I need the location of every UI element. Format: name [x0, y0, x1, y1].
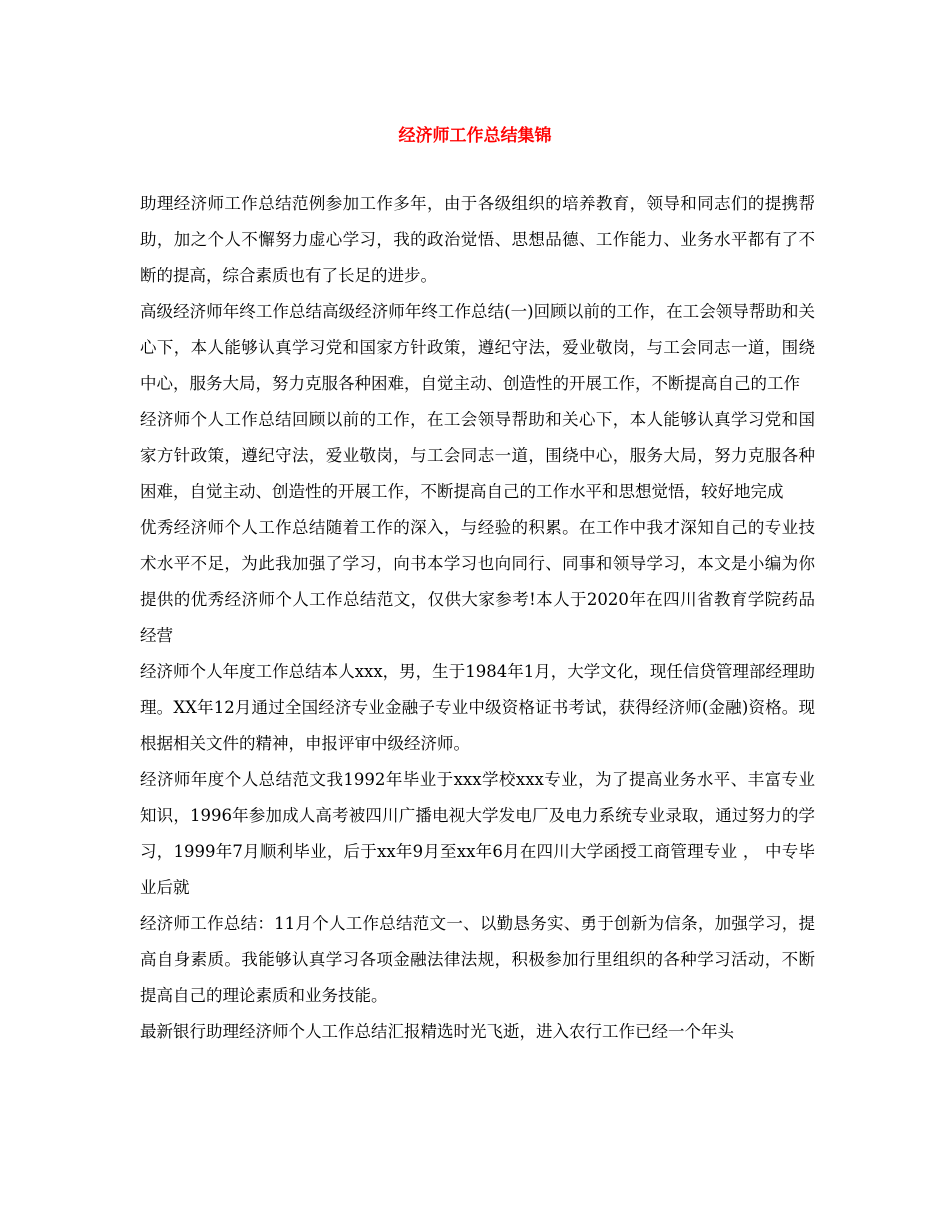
paragraph-personal-summary: 经济师个人工作总结回顾以前的工作，在工会领导帮助和关心下，本人能够认真学习党和国家方针政策，遵纪守法，爱业敬岗，与工会同志一道，围绕中心，服务大局，努力克服各种困难，自觉主动、创造性的开展工作，不断提高自己的工作水平和思想觉悟，较好地完成 — [140, 410, 815, 501]
paragraph-senior-economist: 高级经济师年终工作总结高级经济师年终工作总结(一)回顾以前的工作，在工会领导帮助和关心下，本人能够认真学习党和国家方针政策，遵纪守法，爱业敬岗，与工会同志一道，围绕中心，服务大局，努力克服各种困难，自觉主动、创造性的开展工作，不断提高自己的工作 — [140, 302, 815, 393]
document-title: 经济师工作总结集锦 — [398, 126, 552, 146]
paragraph-november-summary: 经济师工作总结：11月个人工作总结范文一、以勤恳务实、勇于创新为信条，加强学习，提高自身素质。我能够认真学习各项金融法律法规，积极参加行里组织的各种学习活动，不断提高自己的理论素质和业务技能。 — [140, 914, 815, 1005]
paragraph-assistant-economist: 助理经济师工作总结范例参加工作多年，由于各级组织的培养教育，领导和同志们的提携帮助，加之个人不懈努力虚心学习，我的政治觉悟、思想品德、工作能力、业务水平都有了不断的提高，综合素质也有了长足的进步。 — [140, 194, 815, 285]
document-body — [140, 186, 815, 1050]
paragraph-bank-assistant: 最新银行助理经济师个人工作总结汇报精选时光飞逝，进入农行工作已经一个年头 — [140, 1022, 734, 1041]
paragraph-annual-sample: 经济师年度个人总结范文我1992年毕业于xxx学校xxx专业，为了提高业务水平、丰富专业知识，1996年参加成人高考被四川广播电视大学发电厂及电力系统专业录取，通过努力的学习，1999年7月顺利毕业，后于xx年9月至xx年6月在四川大学函授工商管理专业 ， 中专毕业后就 — [140, 770, 815, 897]
paragraph-excellent-economist: 优秀经济师个人工作总结随着工作的深入，与经验的积累。在工作中我才深知自己的专业技术水平不足，为此我加强了学习，向书本学习也向同行、同事和领导学习，本文是小编为你提供的优秀经济师个人工作总结范文，仅供大家参考!本人于2020年在四川省教育学院药品经营 — [140, 518, 815, 645]
paragraph-annual-summary: 经济师个人年度工作总结本人xxx，男，生于1984年1月，大学文化，现任信贷管理部经理助理。XX年12月通过全国经济专业金融子专业中级资格证书考试，获得经济师(金融)资格。现根据相关文件的精神，申报评审中级经济师。 — [140, 662, 815, 753]
